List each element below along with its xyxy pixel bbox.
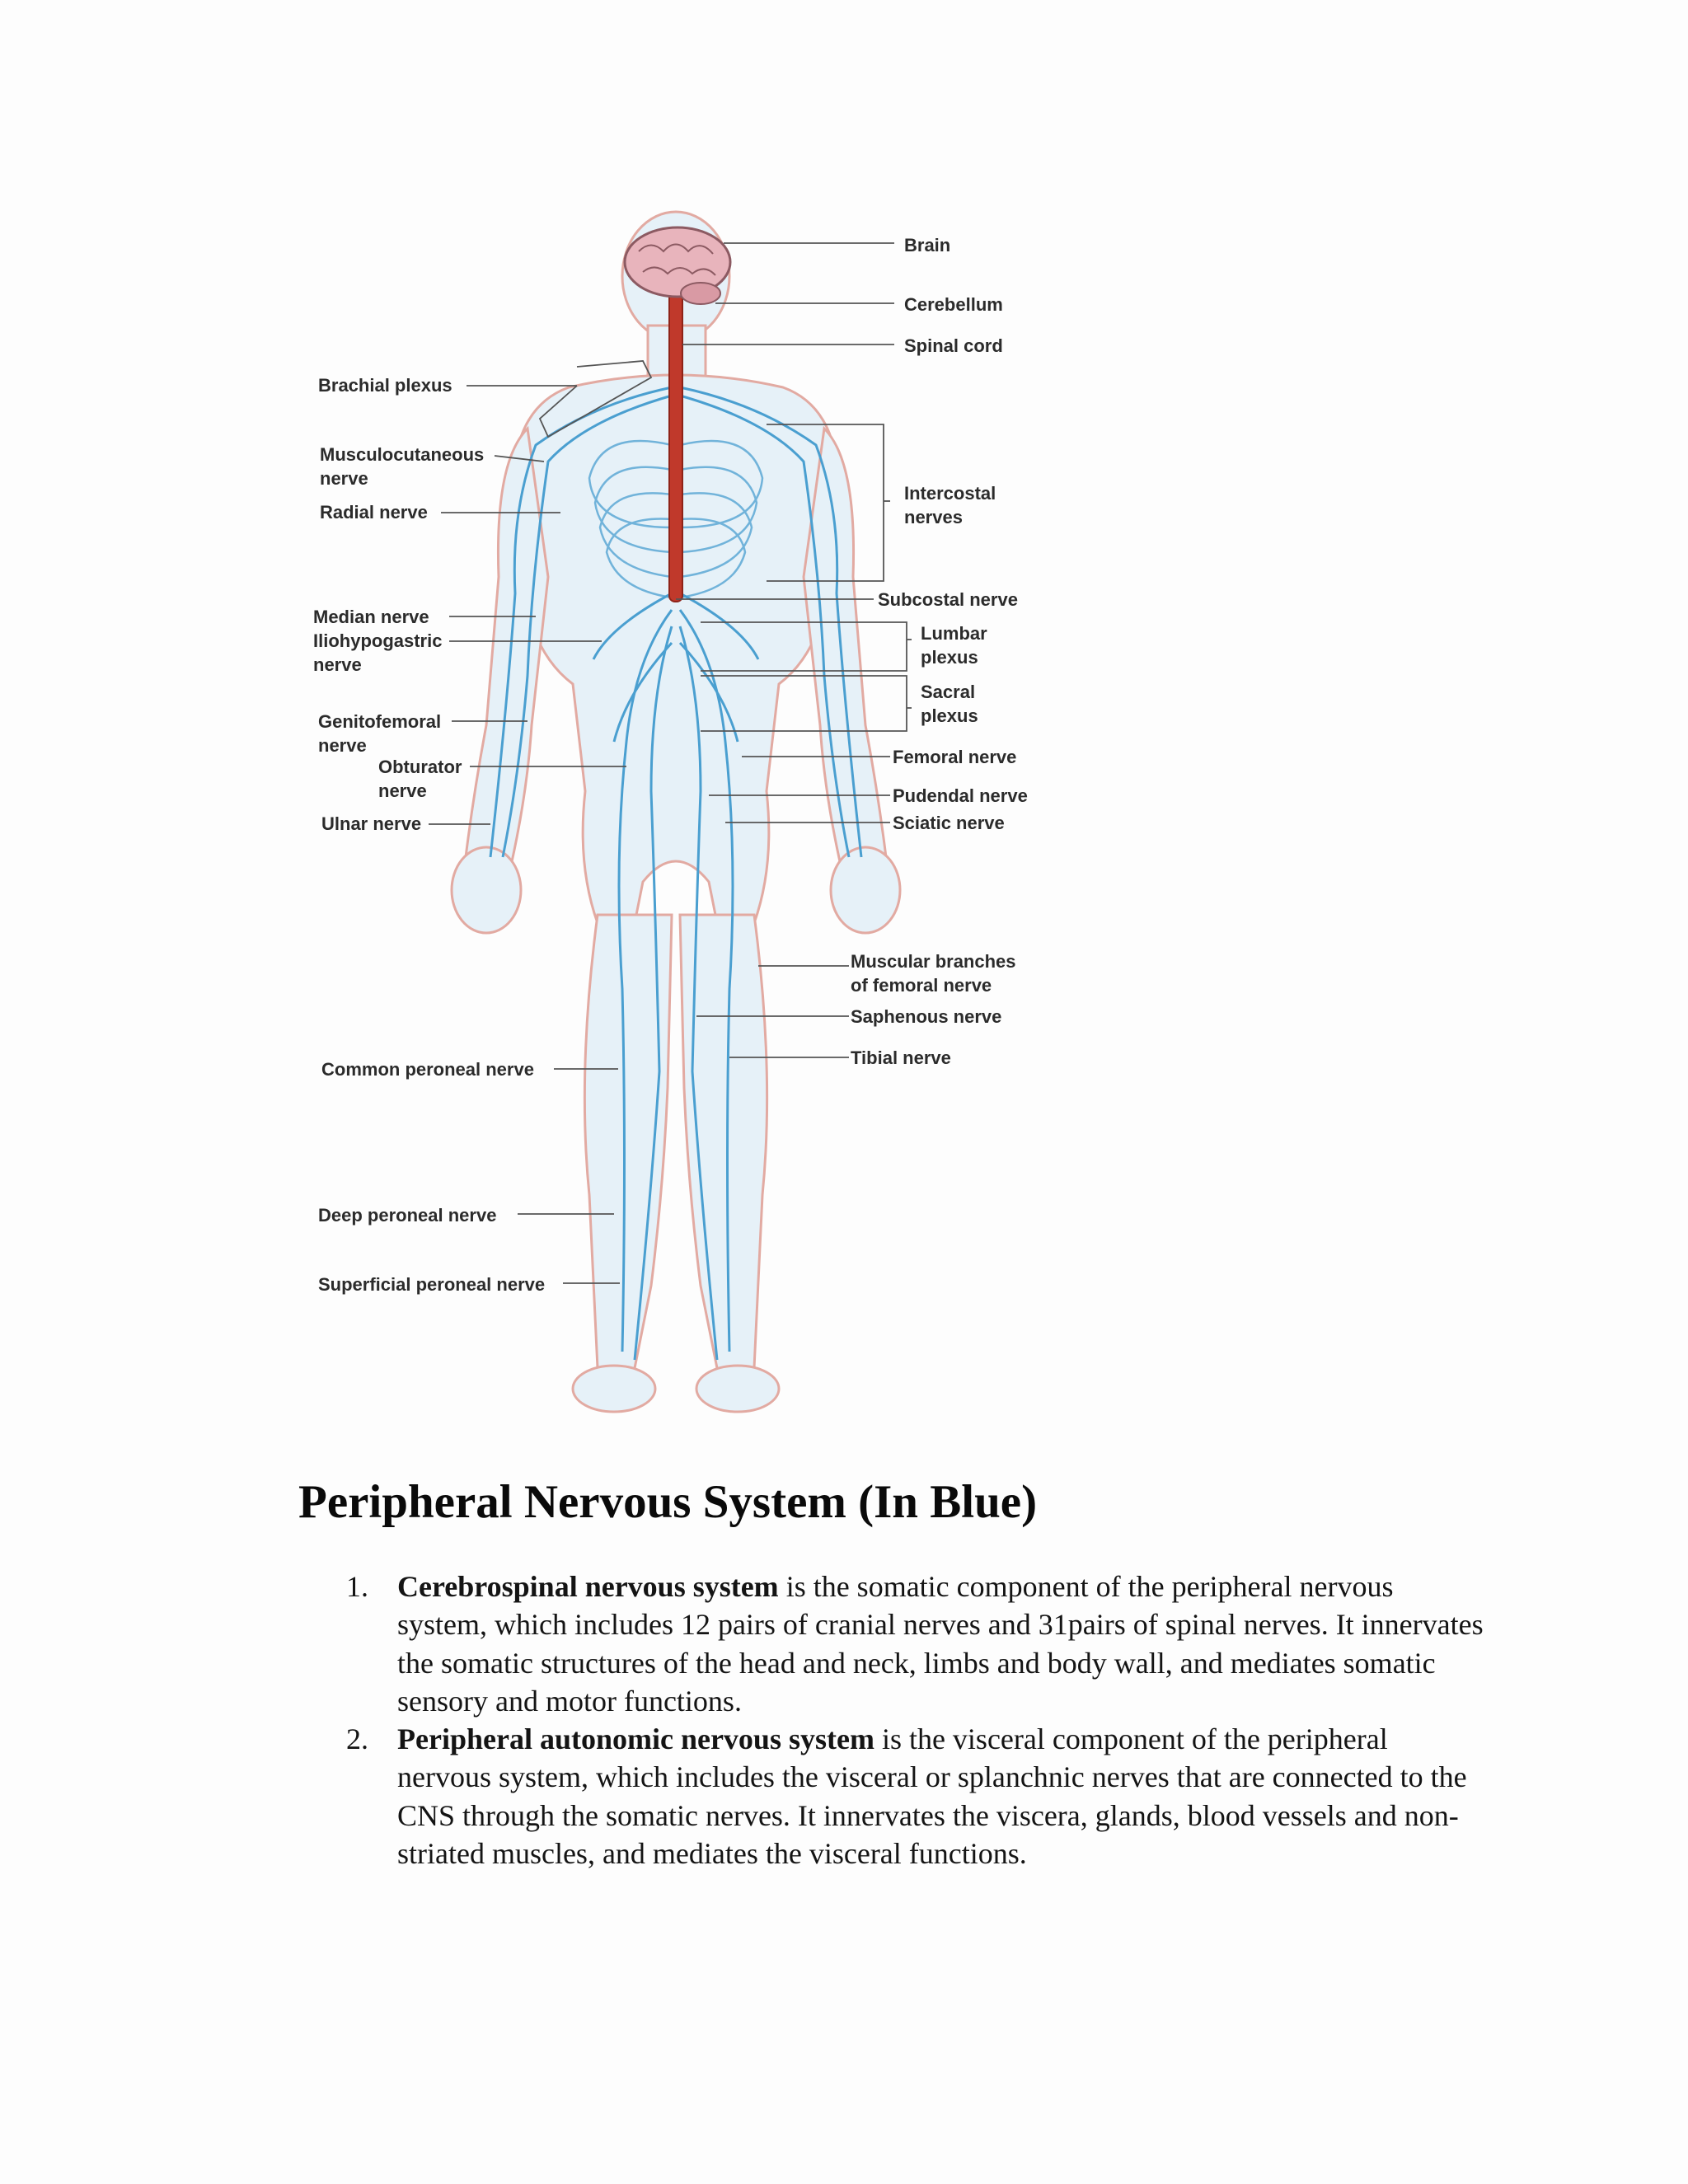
label-subcostal-nerve: Subcostal nerve: [878, 589, 1018, 610]
label-cerebellum: Cerebellum: [904, 294, 1003, 315]
list-item-number: 2.: [346, 1722, 368, 1756]
list-item-text: is the visceral component of the peripheral nervous system, which includes the visceral or splanchnic nerves that are connected to the CNS through the somatic nerves. It innervates the viscera, glands, blood vessels and non-striated muscles, and mediates the visceral functions.: [397, 1722, 1467, 1871]
label-median-nerve: Median nerve: [313, 607, 429, 627]
label-radial-nerve: Radial nerve: [320, 502, 428, 523]
label-deep-peroneal-nerve: Deep peroneal nerve: [318, 1205, 497, 1226]
label-femoral-nerve: Femoral nerve: [893, 747, 1017, 767]
label-common-peroneal-nerve: Common peroneal nerve: [321, 1059, 534, 1080]
definition-list: [346, 1568, 1485, 1872]
label-ulnar-nerve: Ulnar nerve: [321, 813, 422, 834]
label-pudendal-nerve: Pudendal nerve: [893, 785, 1028, 806]
label-obturator-nerve: Obturator nerve: [378, 757, 462, 801]
label-lumbar-plexus: Lumbar plexus: [921, 623, 987, 668]
list-item: [346, 1568, 1485, 1720]
label-sacral-plexus: Sacral plexus: [921, 682, 978, 726]
label-muscular-branches-femoral-nerve: Muscular branches of femoral nerve: [851, 951, 1016, 996]
label-intercostal-nerves: Intercostal nerves: [904, 483, 996, 527]
label-superficial-peroneal-nerve: Superficial peroneal nerve: [318, 1274, 546, 1295]
list-item: [346, 1720, 1485, 1872]
label-genitofemoral-nerve: Genitofemoral nerve: [318, 711, 442, 756]
list-item-number: 1.: [346, 1570, 368, 1603]
label-brachial-plexus: Brachial plexus: [318, 375, 452, 396]
label-saphenous-nerve: Saphenous nerve: [851, 1006, 1002, 1027]
page-title: Peripheral Nervous System (In Blue): [298, 1476, 1038, 1528]
label-musculocutaneous-nerve: Musculocutaneous nerve: [320, 444, 485, 489]
list-item-term: Peripheral autonomic nervous system: [397, 1722, 874, 1756]
spinal-cord-shape: [669, 288, 682, 602]
list-item-text: is the somatic component of the peripheral nervous system, which includes 12 pairs of cranial nerves and 31pairs of spinal nerves. It innervates the somatic structures of the head and neck, limbs and body wall, and mediates somatic sensory and motor functions.: [397, 1570, 1484, 1718]
label-brain: Brain: [904, 235, 951, 255]
label-iliohypogastric-nerve: Iliohypogastric nerve: [313, 630, 443, 675]
label-sciatic-nerve: Sciatic nerve: [893, 813, 1005, 833]
label-tibial-nerve: Tibial nerve: [851, 1047, 951, 1068]
label-spinal-cord: Spinal cord: [904, 335, 1003, 356]
list-item-term: Cerebrospinal nervous system: [397, 1570, 779, 1603]
